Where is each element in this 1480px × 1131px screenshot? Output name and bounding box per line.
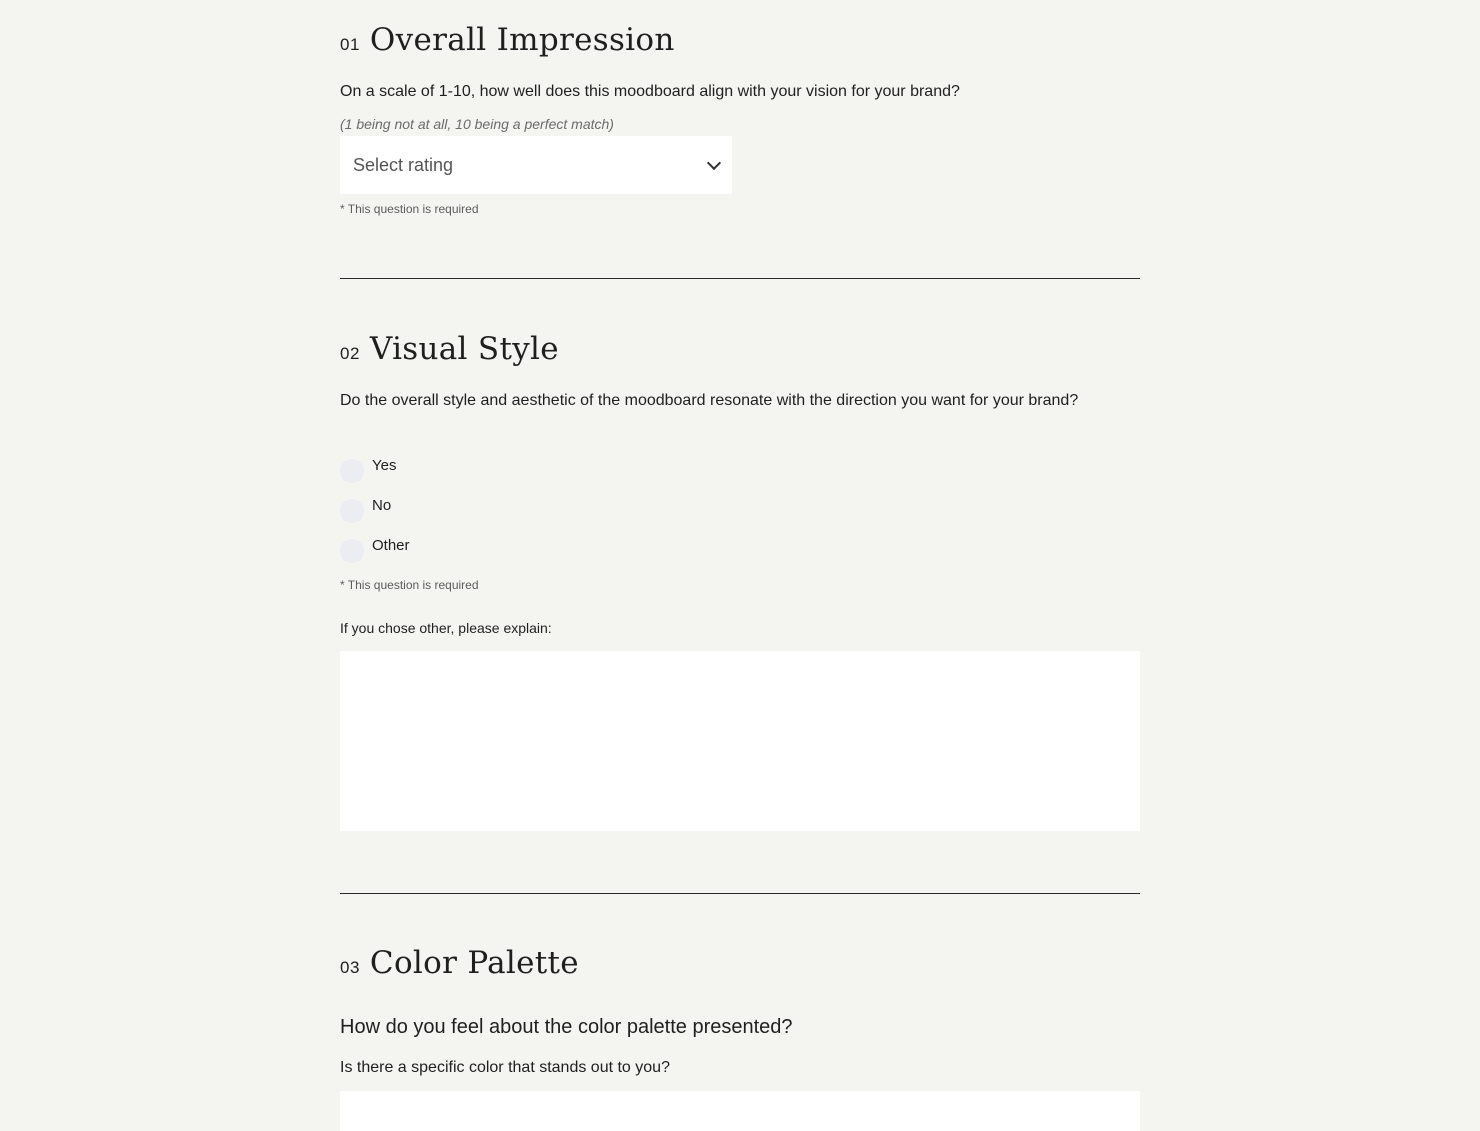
section-title: Color Palette — [369, 945, 579, 981]
radio-option-yes[interactable] — [340, 457, 396, 483]
section-header-overall-impression — [340, 22, 675, 58]
radio-button[interactable] — [340, 459, 364, 483]
radio-label: Yes — [372, 457, 397, 474]
color-answer-textarea[interactable] — [340, 1091, 1140, 1131]
section-header-color-palette — [340, 945, 579, 981]
rating-hint: (1 being not at all, 10 being a perfect match) — [340, 116, 614, 132]
style-question: Do the overall style and aesthetic of the moodboard resonate with the direction you want for your brand? — [340, 392, 1079, 409]
section-title: Overall Impression — [369, 22, 675, 58]
color-palette-subheading: How do you feel about the color palette presented? — [340, 1016, 793, 1038]
required-note: * This question is required — [340, 202, 479, 216]
rating-select-value: Select rating — [353, 154, 454, 175]
radio-button[interactable] — [340, 539, 364, 563]
section-divider — [340, 893, 1140, 894]
required-note: * This question is required — [340, 578, 479, 592]
rating-select[interactable] — [340, 136, 732, 194]
section-number: 01 — [340, 35, 360, 54]
section-number: 03 — [340, 958, 360, 977]
section-divider — [340, 278, 1140, 279]
radio-label: No — [372, 497, 392, 514]
other-explain-textarea[interactable] — [340, 651, 1140, 831]
section-number: 02 — [340, 344, 360, 363]
radio-option-other[interactable] — [340, 537, 410, 563]
section-title: Visual Style — [369, 331, 559, 367]
radio-option-no[interactable] — [340, 497, 391, 523]
chevron-down-icon — [707, 156, 721, 170]
radio-button[interactable] — [340, 499, 364, 523]
radio-label: Other — [372, 537, 410, 554]
section-header-visual-style — [340, 331, 559, 367]
other-explain-label: If you chose other, please explain: — [340, 620, 552, 636]
rating-question: On a scale of 1-10, how well does this moodboard align with your vision for your brand? — [340, 83, 960, 100]
color-question: Is there a specific color that stands out to you? — [340, 1059, 670, 1076]
